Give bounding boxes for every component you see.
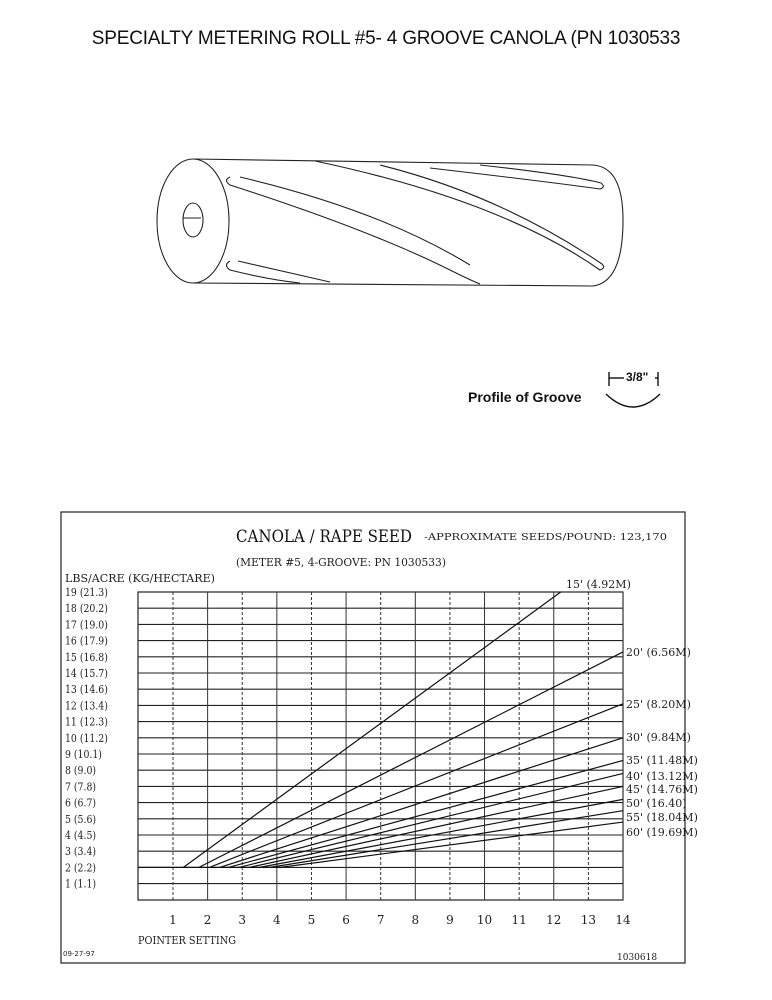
y-tick-label: 19 (21.3) <box>65 587 108 600</box>
y-tick-label: 6 (6.7) <box>65 797 97 810</box>
x-tick-label: 5 <box>307 913 316 927</box>
y-tick-label: 18 (20.2) <box>65 603 108 616</box>
x-tick-label: 6 <box>342 913 350 927</box>
footer-date: 09-27-97 <box>63 950 95 958</box>
x-axis-label: POINTER SETTING <box>138 934 236 947</box>
series-label: 50' (16.40) <box>626 797 687 810</box>
x-tick-label: 1 <box>169 913 177 927</box>
y-tick-label: 5 (5.6) <box>65 814 97 827</box>
x-tick-label: 12 <box>546 913 562 927</box>
y-tick-label: 11 (12.3) <box>65 716 108 729</box>
y-tick-label: 13 (14.6) <box>65 684 108 697</box>
chart-title-note: -APPROXIMATE SEEDS/POUND: 123,170 <box>424 533 668 543</box>
series-label: 30' (9.84M) <box>626 731 691 744</box>
y-tick-label: 10 (11.2) <box>65 733 108 746</box>
y-tick-label: 12 (13.4) <box>65 700 108 713</box>
y-tick-label: 7 (7.8) <box>65 781 97 794</box>
x-tick-label: 9 <box>446 913 454 927</box>
series-label: 20' (6.56M) <box>626 646 691 659</box>
y-tick-label: 16 (17.9) <box>65 635 108 648</box>
y-tick-label: 8 (9.0) <box>65 765 97 778</box>
series-label: 55' (18.04M) <box>626 811 698 824</box>
chart-subtitle: (METER #5, 4-GROOVE: PN 1030533) <box>236 556 446 569</box>
y-tick-label: 9 (10.1) <box>65 749 102 762</box>
groove-width-label: 3/8" <box>626 370 649 384</box>
y-tick-label: 3 (3.4) <box>65 846 97 859</box>
series-label: 45' (14.76M) <box>626 783 698 796</box>
y-tick-label: 1 (1.1) <box>65 878 97 891</box>
x-tick-label: 11 <box>511 913 527 927</box>
series-label: 60' (19.69M) <box>626 826 698 839</box>
y-tick-label: 15 (16.8) <box>65 652 108 665</box>
x-tick-label: 4 <box>273 913 281 927</box>
y-tick-label: 2 (2.2) <box>65 862 97 875</box>
y-tick-label: 4 (4.5) <box>65 830 97 843</box>
series-label: 15' (4.92M) <box>566 578 631 591</box>
footer-part-number: 1030618 <box>617 953 658 963</box>
x-tick-label: 13 <box>580 913 597 927</box>
x-tick-label: 3 <box>238 913 247 927</box>
y-tick-label: 17 (19.0) <box>65 619 108 632</box>
series-label: 25' (8.20M) <box>626 698 691 711</box>
y-tick-label: 14 (15.7) <box>65 668 108 681</box>
series-label: 35' (11.48M) <box>626 754 698 767</box>
x-tick-label: 14 <box>615 913 631 927</box>
x-tick-label: 7 <box>376 913 385 927</box>
x-tick-label: 2 <box>203 913 212 927</box>
series-line <box>249 786 623 867</box>
x-tick-label: 8 <box>411 913 420 927</box>
series-line <box>209 704 623 868</box>
y-axis-label: LBS/ACRE (KG/HECTARE) <box>65 572 215 585</box>
document-title: SPECIALTY METERING ROLL #5- 4 GROOVE CANOLA (PN 1030533 <box>91 28 681 49</box>
series-label: 40' (13.12M) <box>626 770 698 783</box>
profile-label: Profile of Groove <box>468 389 582 405</box>
series-line <box>183 592 560 867</box>
x-tick-label: 10 <box>476 913 493 927</box>
chart-title: CANOLA / RAPE SEED <box>236 527 412 547</box>
